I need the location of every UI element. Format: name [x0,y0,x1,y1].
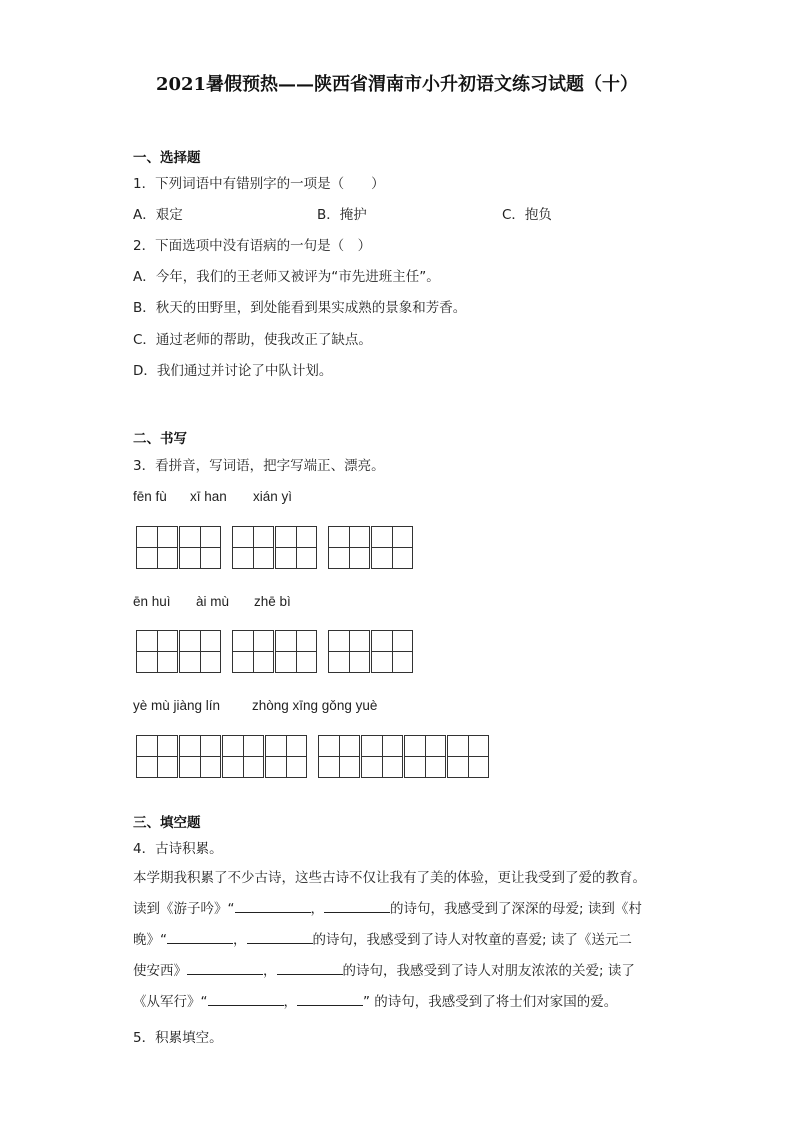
writing-box-xi-han[interactable] [232,526,318,569]
writing-grid-row-3 [136,735,490,778]
pinyin-xi-han: xī han [190,489,227,504]
question-2-option-b: B．秋天的田野里，到处能看到果实成熟的景象和芳香。 [133,300,467,316]
pinyin-zhong-xing-gong-yue: zhòng xīng gǒng yuè [252,698,378,713]
writing-box-fen-fu[interactable] [136,526,222,569]
pinyin-fen-fu: fēn fù [133,489,167,504]
question-1-stem: 1．下列词语中有错别字的一项是（ ） [133,176,385,192]
answer-blank[interactable] [277,960,343,975]
writing-box-ai-mu[interactable] [232,630,318,673]
answer-blank[interactable] [297,991,363,1006]
writing-box-ye-mu-jiang-lin[interactable] [136,735,308,778]
section-heading-writing: 二、书写 [133,431,187,447]
poem-line-2: 晚》“ ， 的诗句，我感受到了诗人对牧童的喜爱; 读了《送元二 [133,925,673,956]
writing-box-xian-yi[interactable] [328,526,414,569]
answer-blank[interactable] [235,898,311,913]
question-1-option-a: A．艰定 [133,207,183,223]
question-1-option-c: C．抱负 [502,207,552,223]
pinyin-zhe-bi: zhē bì [254,594,291,609]
pinyin-ai-mu: ài mù [196,594,230,609]
question-2-option-c: C．通过老师的帮助，使我改正了缺点。 [133,332,372,348]
poem-line-4: 《从军行》“ ， ” 的诗句，我感受到了将士们对家国的爱。 [133,987,673,1018]
question-4-stem: 4．古诗积累。 [133,841,223,857]
question-2-option-d: D．我们通过并讨论了中队计划。 [133,363,333,379]
pinyin-en-hui: ēn huì [133,594,171,609]
pinyin-ye-mu-jiang-lin: yè mù jiàng lín [133,698,221,713]
poem-line-3: 使安西》 ， 的诗句，我感受到了诗人对朋友浓浓的关爱; 读了 [133,956,673,987]
writing-grid-row-1 [136,526,414,569]
writing-box-en-hui[interactable] [136,630,222,673]
pinyin-xian-yi: xián yì [253,489,293,504]
writing-grid-row-2 [136,630,414,673]
poem-paragraph [133,863,673,1018]
writing-box-zhong-xing-gong-yue[interactable] [318,735,490,778]
page-title: 2021暑假预热——陕西省渭南市小升初语文练习试题（十） [155,74,639,95]
question-2-stem-text: 2．下面选项中没有语病的一句是（ ） [133,238,372,254]
writing-box-zhe-bi[interactable] [328,630,414,673]
poem-intro: 本学期我积累了不少古诗，这些古诗不仅让我有了美的体验，更让我受到了爱的教育。 [133,870,646,886]
question-2-option-a: A．今年，我们的王老师又被评为“市先进班主任”。 [133,269,440,285]
answer-blank[interactable] [167,929,233,944]
answer-blank[interactable] [187,960,263,975]
question-5-stem: 5．积累填空。 [133,1030,223,1046]
answer-blank[interactable] [208,991,284,1006]
question-1-option-b: B．掩护 [317,207,367,223]
section-heading-fill-in: 三、填空题 [133,815,201,831]
answer-blank[interactable] [324,898,390,913]
poem-line-1: 读到《游子吟》“ ， 的诗句，我感受到了深深的母爱; 读到《村 [133,894,673,925]
section-heading-choice: 一、选择题 [133,150,201,166]
answer-blank[interactable] [247,929,313,944]
question-3-stem: 3．看拼音，写词语，把字写端正、漂亮。 [133,458,385,474]
